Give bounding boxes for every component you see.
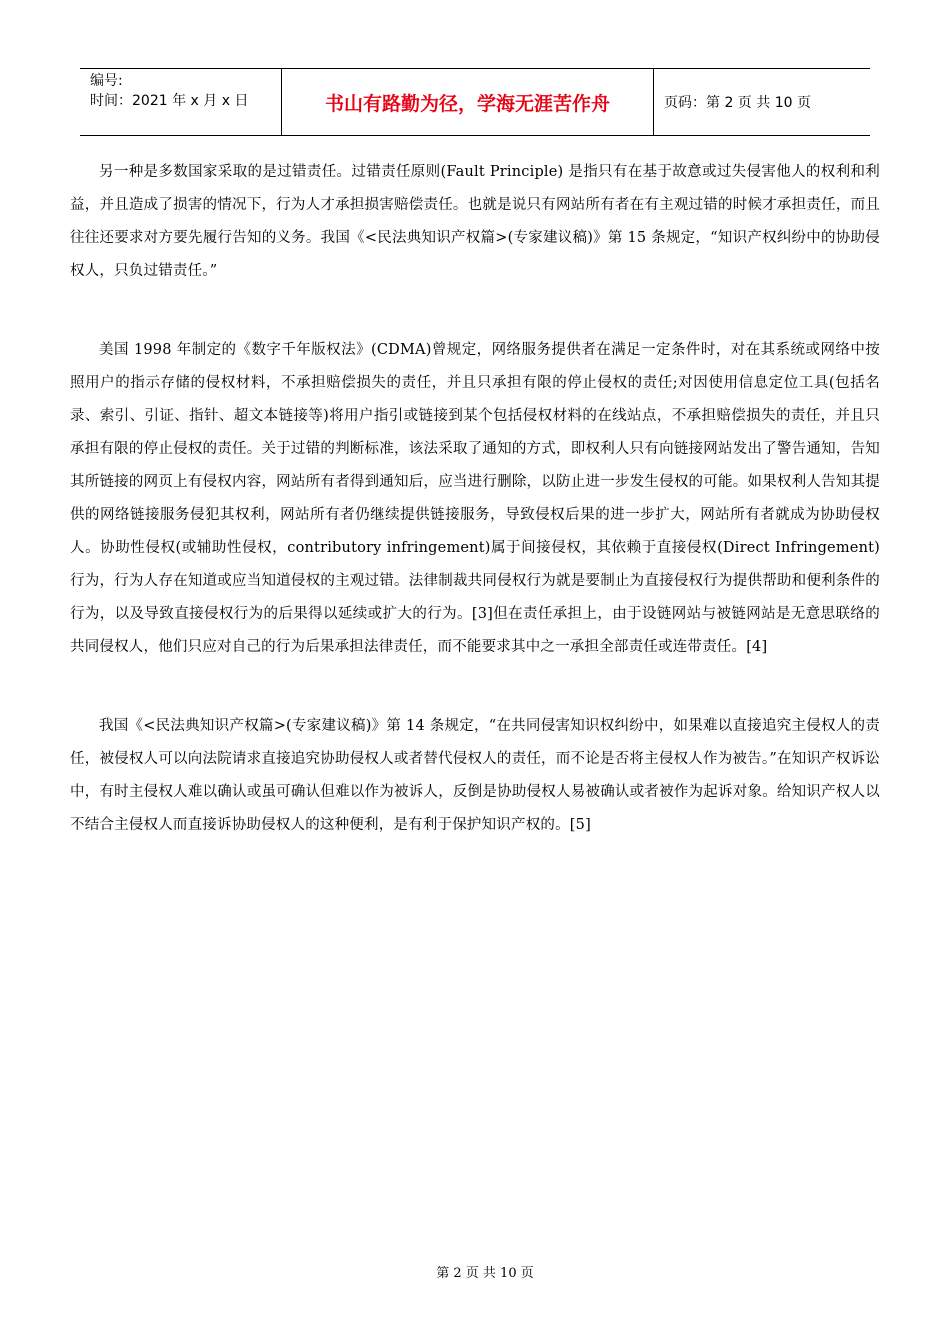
document-header [80,68,870,136]
header-page-info: 页码：第 2 页 共 10 页 [664,95,811,111]
paragraph: 美国 1998 年制定的《数字千年版权法》(CDMA)曾规定，网络服务提供者在满足一定条件时，对在其系统或网络中按照用户的指示存储的侵权材料，不承担赔偿损失的责任，并且只承担有限的停止侵权的责任;对因使用信息定位工具(包括名录、索引、引证、指针、超文本链接等)将用户指引或链接到某个包括侵权材料的在线站点，不承担赔偿损失的责任，并且只承担有限的停止侵权的责任。关于过错的判断标准，该法采取了通知的方式，即权利人只有向链接网站发出了警告通知，告知其所链接的网页上有侵权内容，网站所有者得到通知后，应当进行删除，以防止进一步发生侵权的可能。如果权利人告知其提供的网络链接服务侵犯其权利，网站所有者仍继续提供链接服务，导致侵权后果的进一步扩大，网站所有者就成为协助侵权人。协助性侵权(或辅助性侵权，contributory infringement)属于间接侵权，其依赖于直接侵权(Direct Infringement)行为，行为人存在知道或应当知道侵权的主观过错。法律制裁共同侵权行为就是要制止为直接侵权行为提供帮助和便利条件的行为，以及导致直接侵权行为的后果得以延续或扩大的行为。[3]但在责任承担上，由于设链网站与被链网站是无意思联络的共同侵权人，他们只应对自己的行为后果承担法律责任，而不能要求其中之一承担全部责任或连带责任。[4] [70,342,880,655]
document-body [70,156,880,888]
document-number-label: 编号: [90,73,123,89]
paragraph: 另一种是多数国家采取的是过错责任。过错责任原则(Fault Principle) 是指只有在基于故意或过失侵害他人的权利和利益，并且造成了损害的情况下，行为人才承担损害赔偿责任。也就是说只有网站所有者在有主观过错的时候才承担责任，而且往往还要求对方要先履行告知的义务。我国《<民法典知识产权篇>(专家建议稿)》第 15 条规定，“知识产权纠纷中的协助侵权人，只负过错责任。” [70,164,880,279]
document-time: 时间：2021 年 x 月 x 日 [90,93,249,109]
header-motto: 书山有路勤为径，学海无涯苦作舟 [282,69,654,135]
header-meta [80,69,282,135]
page-footer: 第 2 页 共 10 页 [436,1266,534,1281]
paragraph: 我国《<民法典知识产权篇>(专家建议稿)》第 14 条规定，“在共同侵害知识权纠纷中，如果难以直接追究主侵权人的责任，被侵权人可以向法院请求直接追究协助侵权人或者替代侵权人的责任，而不论是否将主侵权人作为被告。”在知识产权诉讼中，有时主侵权人难以确认或虽可确认但难以作为被诉人，反倒是协助侵权人易被确认或者被作为起诉对象。给知识产权人以不结合主侵权人而直接诉协助侵权人的这种便利，是有利于保护知识产权的。[5] [70,718,880,833]
